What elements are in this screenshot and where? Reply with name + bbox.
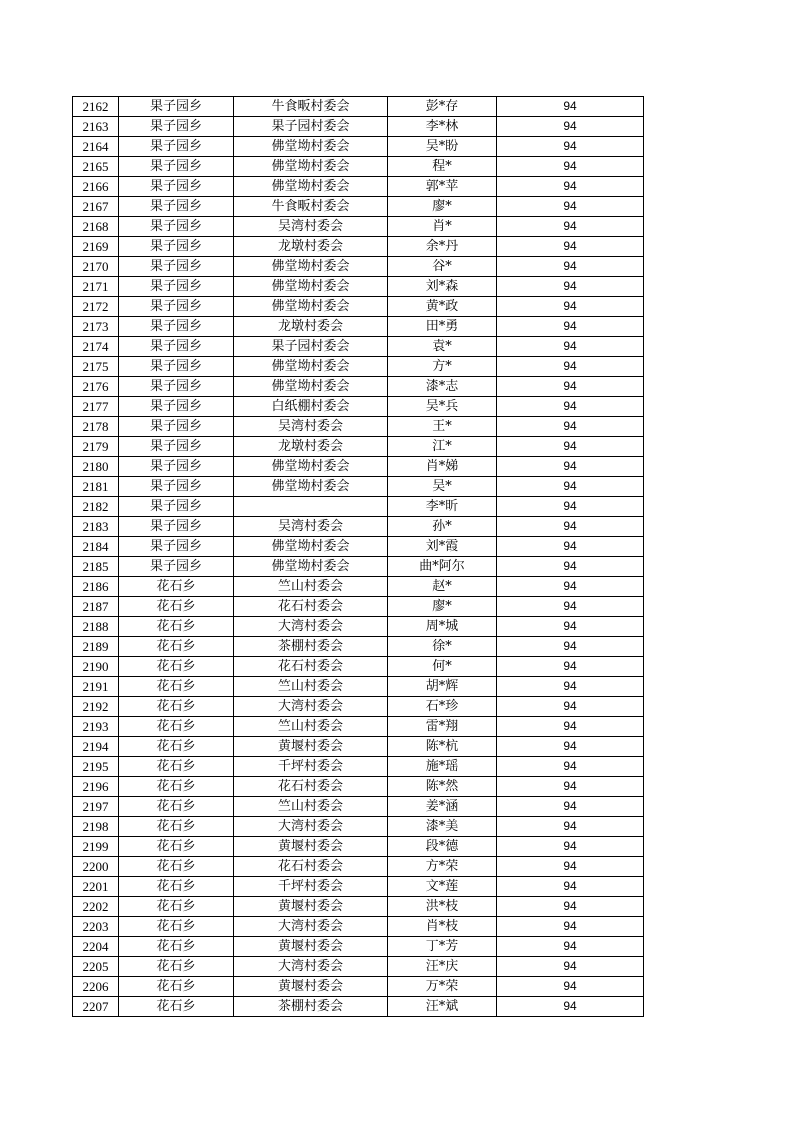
score-cell: 94 <box>497 157 644 177</box>
score-cell: 94 <box>497 757 644 777</box>
township-cell: 果子园乡 <box>119 457 234 477</box>
score-cell: 94 <box>497 377 644 397</box>
person-name-cell: 刘*霞 <box>388 537 497 557</box>
village-committee-cell: 大湾村委会 <box>234 617 388 637</box>
score-cell: 94 <box>497 557 644 577</box>
score-cell: 94 <box>497 197 644 217</box>
person-name-cell: 谷* <box>388 257 497 277</box>
serial-number-cell: 2190 <box>73 657 119 677</box>
serial-number-cell: 2180 <box>73 457 119 477</box>
table-row <box>73 537 644 557</box>
village-committee-cell: 龙墩村委会 <box>234 317 388 337</box>
person-name-cell: 程* <box>388 157 497 177</box>
village-committee-cell: 黄堰村委会 <box>234 837 388 857</box>
village-committee-cell: 佛堂坳村委会 <box>234 557 388 577</box>
score-cell: 94 <box>497 977 644 997</box>
village-committee-cell: 大湾村委会 <box>234 917 388 937</box>
person-name-cell: 方*荣 <box>388 857 497 877</box>
person-name-cell: 段*德 <box>388 837 497 857</box>
table-row <box>73 397 644 417</box>
person-name-cell: 廖* <box>388 197 497 217</box>
township-cell: 果子园乡 <box>119 297 234 317</box>
person-name-cell: 孙* <box>388 517 497 537</box>
serial-number-cell: 2201 <box>73 877 119 897</box>
township-cell: 花石乡 <box>119 597 234 617</box>
township-cell: 果子园乡 <box>119 137 234 157</box>
serial-number-cell: 2184 <box>73 537 119 557</box>
township-cell: 果子园乡 <box>119 517 234 537</box>
person-name-cell: 汪*庆 <box>388 957 497 977</box>
person-name-cell: 周*城 <box>388 617 497 637</box>
person-name-cell: 黄*政 <box>388 297 497 317</box>
score-cell: 94 <box>497 877 644 897</box>
table-row <box>73 577 644 597</box>
table-row <box>73 797 644 817</box>
person-name-cell: 肖*枝 <box>388 917 497 937</box>
person-name-cell: 江* <box>388 437 497 457</box>
township-cell: 花石乡 <box>119 837 234 857</box>
person-name-cell: 文*莲 <box>388 877 497 897</box>
serial-number-cell: 2205 <box>73 957 119 977</box>
township-cell: 果子园乡 <box>119 257 234 277</box>
serial-number-cell: 2203 <box>73 917 119 937</box>
person-name-cell: 汪*斌 <box>388 997 497 1017</box>
table-row <box>73 277 644 297</box>
table-row <box>73 697 644 717</box>
score-cell: 94 <box>497 737 644 757</box>
table-row <box>73 777 644 797</box>
table-row <box>73 357 644 377</box>
township-cell: 果子园乡 <box>119 217 234 237</box>
serial-number-cell: 2169 <box>73 237 119 257</box>
serial-number-cell: 2171 <box>73 277 119 297</box>
score-cell: 94 <box>497 817 644 837</box>
township-cell: 果子园乡 <box>119 177 234 197</box>
person-name-cell: 吴*兵 <box>388 397 497 417</box>
township-cell: 花石乡 <box>119 617 234 637</box>
table-row <box>73 937 644 957</box>
person-name-cell: 余*丹 <box>388 237 497 257</box>
person-name-cell: 方* <box>388 357 497 377</box>
score-cell: 94 <box>497 777 644 797</box>
serial-number-cell: 2198 <box>73 817 119 837</box>
person-name-cell: 胡*辉 <box>388 677 497 697</box>
village-committee-cell: 花石村委会 <box>234 777 388 797</box>
village-committee-cell: 花石村委会 <box>234 597 388 617</box>
township-cell: 果子园乡 <box>119 277 234 297</box>
score-cell: 94 <box>497 137 644 157</box>
score-cell: 94 <box>497 717 644 737</box>
score-cell: 94 <box>497 577 644 597</box>
table-row <box>73 457 644 477</box>
person-name-cell: 田*勇 <box>388 317 497 337</box>
village-committee-cell: 佛堂坳村委会 <box>234 297 388 317</box>
serial-number-cell: 2173 <box>73 317 119 337</box>
records-table <box>72 96 644 1017</box>
person-name-cell: 姜*涵 <box>388 797 497 817</box>
serial-number-cell: 2202 <box>73 897 119 917</box>
table-row <box>73 677 644 697</box>
village-committee-cell: 竺山村委会 <box>234 717 388 737</box>
serial-number-cell: 2164 <box>73 137 119 157</box>
table-row <box>73 997 644 1017</box>
township-cell: 花石乡 <box>119 937 234 957</box>
township-cell: 果子园乡 <box>119 197 234 217</box>
village-committee-cell: 牛食畈村委会 <box>234 197 388 217</box>
serial-number-cell: 2162 <box>73 97 119 117</box>
records-table-body <box>73 97 644 1017</box>
village-committee-cell: 花石村委会 <box>234 857 388 877</box>
score-cell: 94 <box>497 637 644 657</box>
serial-number-cell: 2181 <box>73 477 119 497</box>
serial-number-cell: 2199 <box>73 837 119 857</box>
table-row <box>73 117 644 137</box>
person-name-cell: 刘*森 <box>388 277 497 297</box>
township-cell: 花石乡 <box>119 717 234 737</box>
township-cell: 花石乡 <box>119 997 234 1017</box>
person-name-cell: 郭*苹 <box>388 177 497 197</box>
village-committee-cell: 大湾村委会 <box>234 697 388 717</box>
score-cell: 94 <box>497 897 644 917</box>
serial-number-cell: 2174 <box>73 337 119 357</box>
village-committee-cell: 竺山村委会 <box>234 797 388 817</box>
village-committee-cell: 佛堂坳村委会 <box>234 457 388 477</box>
serial-number-cell: 2185 <box>73 557 119 577</box>
village-committee-cell: 竺山村委会 <box>234 577 388 597</box>
score-cell: 94 <box>497 857 644 877</box>
table-row <box>73 877 644 897</box>
person-name-cell: 廖* <box>388 597 497 617</box>
person-name-cell: 石*珍 <box>388 697 497 717</box>
township-cell: 果子园乡 <box>119 377 234 397</box>
serial-number-cell: 2166 <box>73 177 119 197</box>
person-name-cell: 丁*芳 <box>388 937 497 957</box>
township-cell: 果子园乡 <box>119 557 234 577</box>
score-cell: 94 <box>497 697 644 717</box>
person-name-cell: 肖* <box>388 217 497 237</box>
person-name-cell: 袁* <box>388 337 497 357</box>
village-committee-cell: 果子园村委会 <box>234 337 388 357</box>
score-cell: 94 <box>497 317 644 337</box>
person-name-cell: 徐* <box>388 637 497 657</box>
table-row <box>73 657 644 677</box>
table-row <box>73 497 644 517</box>
township-cell: 花石乡 <box>119 877 234 897</box>
township-cell: 花石乡 <box>119 797 234 817</box>
village-committee-cell: 大湾村委会 <box>234 957 388 977</box>
score-cell: 94 <box>497 677 644 697</box>
township-cell: 果子园乡 <box>119 317 234 337</box>
table-row <box>73 477 644 497</box>
serial-number-cell: 2188 <box>73 617 119 637</box>
serial-number-cell: 2192 <box>73 697 119 717</box>
score-cell: 94 <box>497 597 644 617</box>
village-committee-cell: 茶棚村委会 <box>234 637 388 657</box>
person-name-cell: 李*昕 <box>388 497 497 517</box>
serial-number-cell: 2204 <box>73 937 119 957</box>
person-name-cell: 雷*翔 <box>388 717 497 737</box>
township-cell: 果子园乡 <box>119 157 234 177</box>
serial-number-cell: 2207 <box>73 997 119 1017</box>
score-cell: 94 <box>497 657 644 677</box>
score-cell: 94 <box>497 617 644 637</box>
score-cell: 94 <box>497 537 644 557</box>
township-cell: 花石乡 <box>119 917 234 937</box>
village-committee-cell: 茶棚村委会 <box>234 997 388 1017</box>
serial-number-cell: 2182 <box>73 497 119 517</box>
village-committee-cell: 佛堂坳村委会 <box>234 477 388 497</box>
village-committee-cell: 佛堂坳村委会 <box>234 177 388 197</box>
village-committee-cell: 吴湾村委会 <box>234 417 388 437</box>
score-cell: 94 <box>497 497 644 517</box>
village-committee-cell: 龙墩村委会 <box>234 437 388 457</box>
serial-number-cell: 2200 <box>73 857 119 877</box>
score-cell: 94 <box>497 217 644 237</box>
score-cell: 94 <box>497 417 644 437</box>
village-committee-cell: 佛堂坳村委会 <box>234 157 388 177</box>
table-row <box>73 417 644 437</box>
score-cell: 94 <box>497 337 644 357</box>
score-cell: 94 <box>497 517 644 537</box>
serial-number-cell: 2175 <box>73 357 119 377</box>
table-row <box>73 197 644 217</box>
village-committee-cell: 黄堰村委会 <box>234 977 388 997</box>
serial-number-cell: 2197 <box>73 797 119 817</box>
table-row <box>73 737 644 757</box>
table-row <box>73 317 644 337</box>
table-row <box>73 857 644 877</box>
village-committee-cell: 千坪村委会 <box>234 877 388 897</box>
village-committee-cell: 竺山村委会 <box>234 677 388 697</box>
score-cell: 94 <box>497 117 644 137</box>
village-committee-cell: 吴湾村委会 <box>234 217 388 237</box>
table-row <box>73 897 644 917</box>
score-cell: 94 <box>497 917 644 937</box>
serial-number-cell: 2167 <box>73 197 119 217</box>
village-committee-cell: 果子园村委会 <box>234 117 388 137</box>
score-cell: 94 <box>497 277 644 297</box>
serial-number-cell: 2187 <box>73 597 119 617</box>
township-cell: 果子园乡 <box>119 537 234 557</box>
score-cell: 94 <box>497 997 644 1017</box>
score-cell: 94 <box>497 357 644 377</box>
township-cell: 花石乡 <box>119 857 234 877</box>
village-committee-cell: 千坪村委会 <box>234 757 388 777</box>
table-row <box>73 717 644 737</box>
serial-number-cell: 2191 <box>73 677 119 697</box>
score-cell: 94 <box>497 457 644 477</box>
village-committee-cell: 牛食畈村委会 <box>234 97 388 117</box>
table-row <box>73 957 644 977</box>
serial-number-cell: 2163 <box>73 117 119 137</box>
person-name-cell: 彭*存 <box>388 97 497 117</box>
village-committee-cell: 佛堂坳村委会 <box>234 137 388 157</box>
village-committee-cell: 佛堂坳村委会 <box>234 357 388 377</box>
serial-number-cell: 2186 <box>73 577 119 597</box>
serial-number-cell: 2178 <box>73 417 119 437</box>
village-committee-cell: 佛堂坳村委会 <box>234 257 388 277</box>
township-cell: 花石乡 <box>119 757 234 777</box>
table-row <box>73 917 644 937</box>
table-row <box>73 377 644 397</box>
serial-number-cell: 2195 <box>73 757 119 777</box>
serial-number-cell: 2172 <box>73 297 119 317</box>
village-committee-cell: 吴湾村委会 <box>234 517 388 537</box>
village-committee-cell: 白纸棚村委会 <box>234 397 388 417</box>
table-row <box>73 437 644 457</box>
village-committee-cell: 黄堰村委会 <box>234 937 388 957</box>
person-name-cell: 赵* <box>388 577 497 597</box>
township-cell: 果子园乡 <box>119 397 234 417</box>
table-row <box>73 517 644 537</box>
score-cell: 94 <box>497 957 644 977</box>
township-cell: 果子园乡 <box>119 417 234 437</box>
table-row <box>73 757 644 777</box>
score-cell: 94 <box>497 297 644 317</box>
township-cell: 果子园乡 <box>119 477 234 497</box>
township-cell: 花石乡 <box>119 977 234 997</box>
person-name-cell: 曲*阿尔 <box>388 557 497 577</box>
village-committee-cell: 佛堂坳村委会 <box>234 277 388 297</box>
score-cell: 94 <box>497 797 644 817</box>
score-cell: 94 <box>497 257 644 277</box>
table-row <box>73 977 644 997</box>
person-name-cell: 王* <box>388 417 497 437</box>
serial-number-cell: 2194 <box>73 737 119 757</box>
village-committee-cell: 花石村委会 <box>234 657 388 677</box>
table-row <box>73 837 644 857</box>
village-committee-cell <box>234 497 388 517</box>
table-row <box>73 237 644 257</box>
serial-number-cell: 2176 <box>73 377 119 397</box>
table-row <box>73 597 644 617</box>
township-cell: 花石乡 <box>119 637 234 657</box>
score-cell: 94 <box>497 397 644 417</box>
township-cell: 果子园乡 <box>119 497 234 517</box>
township-cell: 花石乡 <box>119 817 234 837</box>
person-name-cell: 漆*美 <box>388 817 497 837</box>
township-cell: 花石乡 <box>119 677 234 697</box>
township-cell: 果子园乡 <box>119 97 234 117</box>
score-cell: 94 <box>497 237 644 257</box>
score-cell: 94 <box>497 97 644 117</box>
village-committee-cell: 黄堰村委会 <box>234 897 388 917</box>
table-row <box>73 557 644 577</box>
serial-number-cell: 2183 <box>73 517 119 537</box>
village-committee-cell: 龙墩村委会 <box>234 237 388 257</box>
serial-number-cell: 2193 <box>73 717 119 737</box>
table-row <box>73 217 644 237</box>
score-cell: 94 <box>497 477 644 497</box>
person-name-cell: 肖*娣 <box>388 457 497 477</box>
township-cell: 花石乡 <box>119 657 234 677</box>
township-cell: 果子园乡 <box>119 437 234 457</box>
township-cell: 果子园乡 <box>119 237 234 257</box>
village-committee-cell: 大湾村委会 <box>234 817 388 837</box>
person-name-cell: 万*荣 <box>388 977 497 997</box>
person-name-cell: 洪*枝 <box>388 897 497 917</box>
serial-number-cell: 2196 <box>73 777 119 797</box>
township-cell: 花石乡 <box>119 777 234 797</box>
score-cell: 94 <box>497 937 644 957</box>
table-row <box>73 637 644 657</box>
village-committee-cell: 佛堂坳村委会 <box>234 377 388 397</box>
table-row <box>73 817 644 837</box>
score-cell: 94 <box>497 177 644 197</box>
table-row <box>73 157 644 177</box>
serial-number-cell: 2170 <box>73 257 119 277</box>
serial-number-cell: 2177 <box>73 397 119 417</box>
person-name-cell: 何* <box>388 657 497 677</box>
serial-number-cell: 2179 <box>73 437 119 457</box>
person-name-cell: 李*林 <box>388 117 497 137</box>
village-committee-cell: 佛堂坳村委会 <box>234 537 388 557</box>
serial-number-cell: 2206 <box>73 977 119 997</box>
township-cell: 果子园乡 <box>119 117 234 137</box>
table-row <box>73 137 644 157</box>
township-cell: 花石乡 <box>119 957 234 977</box>
township-cell: 花石乡 <box>119 697 234 717</box>
person-name-cell: 吴* <box>388 477 497 497</box>
serial-number-cell: 2189 <box>73 637 119 657</box>
table-row <box>73 177 644 197</box>
person-name-cell: 漆*志 <box>388 377 497 397</box>
serial-number-cell: 2165 <box>73 157 119 177</box>
township-cell: 花石乡 <box>119 897 234 917</box>
serial-number-cell: 2168 <box>73 217 119 237</box>
score-cell: 94 <box>497 837 644 857</box>
score-cell: 94 <box>497 437 644 457</box>
township-cell: 果子园乡 <box>119 337 234 357</box>
township-cell: 果子园乡 <box>119 357 234 377</box>
person-name-cell: 陈*然 <box>388 777 497 797</box>
table-row <box>73 97 644 117</box>
table-row <box>73 297 644 317</box>
table-row <box>73 617 644 637</box>
township-cell: 花石乡 <box>119 737 234 757</box>
person-name-cell: 陈*杭 <box>388 737 497 757</box>
table-row <box>73 337 644 357</box>
township-cell: 花石乡 <box>119 577 234 597</box>
table-row <box>73 257 644 277</box>
village-committee-cell: 黄堰村委会 <box>234 737 388 757</box>
person-name-cell: 施*瑶 <box>388 757 497 777</box>
person-name-cell: 吴*盼 <box>388 137 497 157</box>
